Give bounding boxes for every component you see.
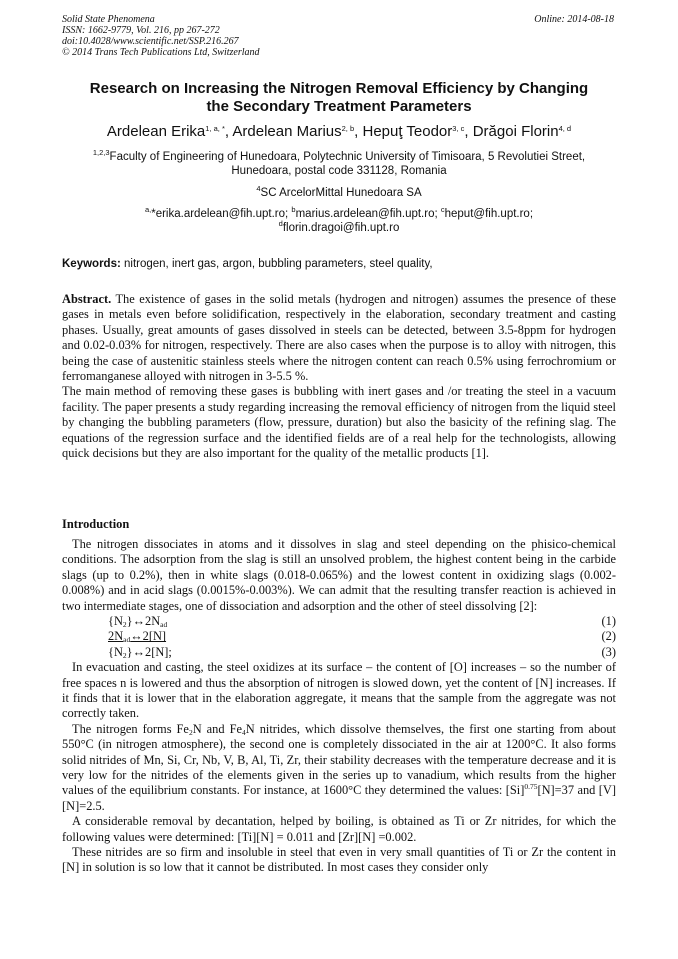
affiliation-line-2: Hunedoara, postal code 331128, Romania <box>231 165 447 177</box>
affiliation-1 <box>62 150 616 178</box>
author-name: Ardelean Marius <box>232 123 342 140</box>
doi: doi:10.4028/www.scientific.net/SSP.216.267 <box>62 36 239 47</box>
introduction-body <box>62 537 616 876</box>
abstract-label: Abstract. <box>62 292 112 306</box>
email-c[interactable]: heput@fih.upt.ro; <box>444 208 534 220</box>
author-name: Ardelean Erika <box>106 123 206 140</box>
equation-1-expression: $\{N_2\}\leftrightarrow 2N_{ad}$ <box>108 614 168 630</box>
intro-p5: These nitrides are so firm and insoluble in steel that even in very small quantities of Ti or Zr the content in [N] in solution is so low that it cannot be distributed. In most cases they consider only <box>62 845 616 875</box>
email-mark: b <box>291 205 296 214</box>
author-mark: 3, c <box>452 124 465 133</box>
equation-3 <box>62 645 616 660</box>
author-list: Ardelean Erika$^{1, a, *}$, Ardelean Marius$^{2, b}$, Hepuţ Teodor$^{3, c}$, Drăgoi Florin$^{4, d}$ <box>106 123 572 140</box>
email-mark: c <box>440 205 445 214</box>
affiliation-line-1: Faculty of Engineering of Hunedoara, Polytechnic University of Timisoara, 5 Revolutiei Street, <box>109 151 586 163</box>
intro-p3: The nitrogen forms $Fe_2N$ and $Fe_4N$ nitrides, which dissolve themselves, the first one starting from about 550°C (in nitrogen atmosphere), the second one is completely dissociated in the air at 1200°C. It also forms solid nitrides of Mn, Si, Cr, Nb, V, B, Al, Ti, Zr, their stability decreases with the temperature decrease and it is very low for the nitrides of the elements given in the series up to vanadium, which results from the higher values of the equilibrium constants. For instance, at 1600°C they determined the values: $[Si]^{0.75}[N]=37$ and [V][N]=2.5. <box>62 721 616 813</box>
journal-meta <box>62 14 260 58</box>
title-line-1: Research on Increasing the Nitrogen Removal Efficiency by Changing <box>89 80 589 97</box>
abstract-p2: The main method of removing these gases is bubbling with inert gases and /or treating the steel in a vacuum facility. The paper presents a study regarding increasing the removal efficiency of nitrogen from the liquid steel by changing the bubbling parameters (flow, pressure, duration) but also the basicity of the refining slag. The equations of the regression surface and the identified fields are of a real help for the technologists, allowing quick decisions but they are also important for the quality of the metallic products [1]. <box>62 384 616 461</box>
equation-3-number: (3) <box>601 644 616 659</box>
keywords <box>62 258 433 270</box>
equation-2-number: (2) <box>601 629 616 644</box>
affiliation-2 <box>62 186 616 200</box>
author-name: Hepuţ Teodor <box>362 123 453 140</box>
author-mark: 2, b <box>341 124 355 133</box>
intro-p1: The nitrogen dissociates in atoms and it dissolves in slag and steel depending on the phisico-chemical conditions. The adsorption from the slag is still an unsolved problem, the highest content being in the carbide slags (up to 0.2%), then in white slags (0.018-0.065%) and the lowest content in oxidizing slags (0.002-0.008%) and in acid slags (0.0015%-0.003%). We can admit that the resulting transfer reaction is achieved in two intermediate stages, one of dissociation and adsorption and the other of steel dissolving [2]: <box>62 537 616 613</box>
email-block <box>62 207 616 235</box>
email-b[interactable]: marius.ardelean@fih.upt.ro; <box>295 208 438 220</box>
copyright: © 2014 Trans Tech Publications Ltd, Switzerland <box>62 47 260 58</box>
issn: ISSN: 1662-9779, Vol. 216, pp 267-272 <box>62 25 220 36</box>
section-heading: Introduction <box>62 517 130 531</box>
intro-p2: In evacuation and casting, the steel oxidizes at its surface – the content of [O] increases – so the number of free spaces n is lowered and thus the absorption of nitrogen is slowed down, yet the content of [N] increases. If it finds that it is lower that in the elaboration aggregate, it means that the sample from the aggregate was not correctly taken. <box>62 660 616 721</box>
author-mark: 4, d <box>558 124 572 133</box>
affiliation-mark: 1,2,3 <box>92 148 110 157</box>
intro-p3-part: N nitrides, which dissolve themselves, the first one starting from about 550°C (in nitrogen atmosphere), the second one is completely dissociated in the air at 1200°C. It also forms solid nitrides of Mn, Si, Cr, Nb, V, B, Al, Ti, Zr, their stability decreases with the temperature decrease and it is very low for the nitrides of the elements given in the series up to vanadium, which results from the higher values of the equilibrium constants. For instance, at 1600°C they determined the values: [Si] <box>62 721 616 798</box>
intro-p3-part: [N]=37 and [V][N]=2.5. <box>62 783 616 813</box>
keywords-label: Keywords: <box>62 258 121 270</box>
online-date: Online: 2014-08-18 <box>534 14 614 25</box>
paper-title <box>62 80 616 116</box>
intro-p4: A considerable removal by decantation, helped by boiling, is obtained as Ti or Zr nitrides, for which the following values were determined: [Ti][N] = 0.011 and [Zr][N] =0.002. <box>62 814 616 844</box>
author-name: Drăgoi Florin <box>472 123 559 140</box>
equation-1-number: (1) <box>601 614 616 629</box>
intro-p3-part: N and Fe <box>192 721 242 736</box>
intro-p3-part: The nitrogen forms Fe <box>72 721 189 736</box>
equation-1 <box>62 614 616 629</box>
equation-2 <box>62 629 616 644</box>
affiliation-mark: 4 <box>256 184 261 193</box>
journal-name: Solid State Phenomena <box>62 14 155 25</box>
email-a[interactable]: *erika.ardelean@fih.upt.ro; <box>151 208 289 220</box>
author-mark: 1, a, * <box>205 124 225 133</box>
affiliation-text: SC ArcelorMittal Hunedoara SA <box>260 187 422 199</box>
title-line-2: the Secondary Treatment Parameters <box>206 98 472 115</box>
email-d[interactable]: florin.dragoi@fih.upt.ro <box>282 222 400 234</box>
email-mark: d <box>278 219 283 228</box>
equation-2-expression: $2N_{ad}\leftrightarrow 2[N]$ <box>108 629 167 645</box>
abstract <box>62 292 616 461</box>
abstract-p1-text: The existence of gases in the solid metals (hydrogen and nitrogen) assumes the presence of these gases in metals even before solidification, respectively in the elaboration, secondary treatment and casting phases. Usually, great amounts of gases dissolved in steels can be detected, between 3.5-8ppm for hydrogen and 0.02-0.03% for nitrogen, respectively. There are also cases when the purpose is to alloy with nitrogen, this being the case of austenitic stainless steels where the nitrogen content can reach 0.5% using ferrochromium or ferromanganese alloyed with nitrogen in 3-5.5 %. <box>62 292 616 384</box>
email-mark: a, <box>144 205 152 214</box>
equation-3-expression: $\{N_2\}\leftrightarrow 2[N]$; <box>108 644 172 660</box>
abstract-p1 <box>62 292 616 384</box>
keywords-text: nitrogen, inert gas, argon, bubbling parameters, steel quality, <box>124 258 433 270</box>
